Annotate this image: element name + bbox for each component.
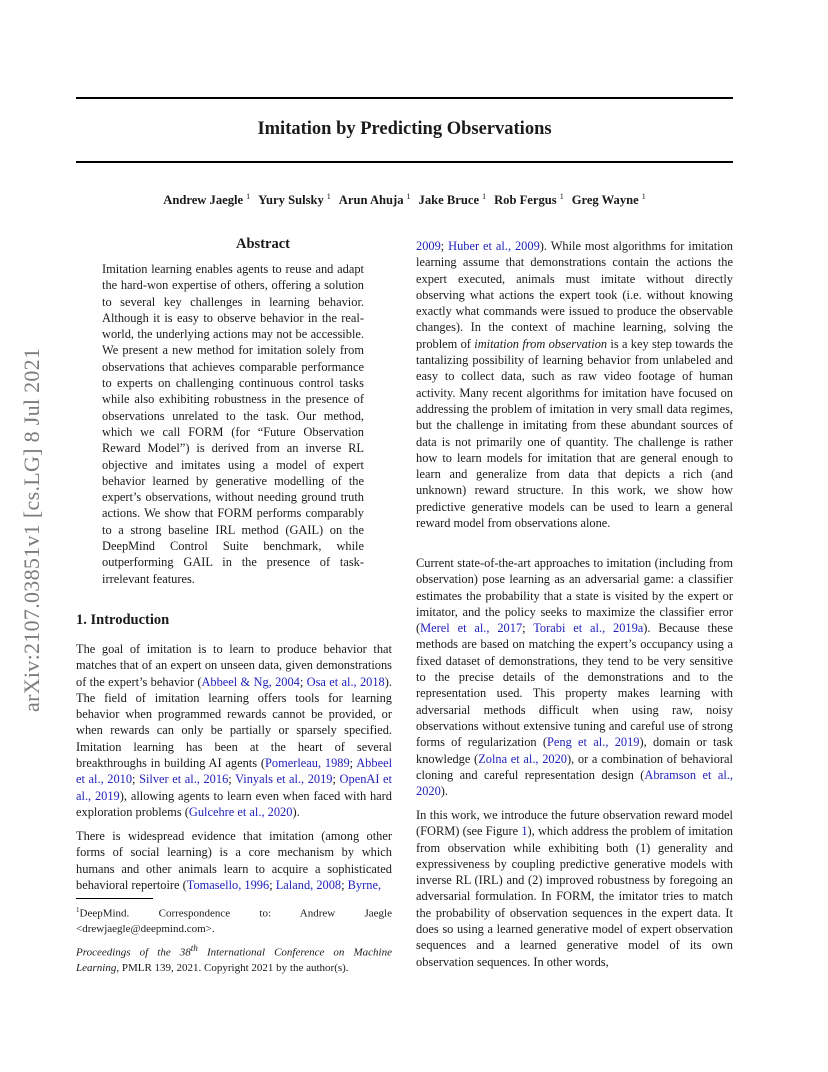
citation-link[interactable]: Abbeel & Ng, 2004 (201, 674, 300, 689)
citation-link[interactable]: 1 (521, 824, 528, 839)
proceedings-venue-prefix: Proceedings of the 38 (76, 946, 191, 959)
body-text: In this work, we introduce the future observation reward model (FORM) (see Figure (416, 808, 733, 839)
intro-paragraph-5 (416, 807, 733, 970)
author-name: Arun Ahuja (338, 193, 404, 207)
citation-link[interactable]: Laland, 2008 (275, 877, 342, 892)
author (339, 193, 411, 207)
author (419, 193, 487, 207)
title-top-rule (76, 97, 733, 99)
author-name: Yury Sulsky (258, 193, 324, 207)
proceedings-note (76, 941, 392, 977)
body-text: ). The field of imitation learning offers tools for learning behavior when programmed rewards cannot be provided, or when rewards can only be partially or sparsely specified. Imitation learning has been at the heart of several breakthroughs in building AI agents ( (76, 674, 392, 771)
body-text: Current state-of-the-art approaches to imitation (including from observation) pose learning as an adversarial game: a classifier estimates the probability that a state is visited by the expert or imitator, and the policy seeks to maximize the classifier error ( (416, 556, 733, 636)
author-affiliation-mark: 1 (406, 192, 411, 201)
body-text: ). (440, 784, 449, 799)
citation-link[interactable]: Silver et al., 2016 (139, 772, 229, 787)
citation-link[interactable]: Tomasello, 1996 (186, 877, 270, 892)
author-affiliation-mark: 1 (559, 192, 564, 201)
author-affiliation-mark: 1 (482, 192, 487, 201)
citation-link[interactable]: OpenAI et al., 2019 (76, 772, 392, 803)
body-text: ; (228, 772, 236, 787)
abstract-heading: Abstract (236, 236, 290, 252)
body-text: ), domain or task knowledge ( (416, 735, 733, 766)
intro-paragraph-2 (76, 828, 392, 893)
body-text: ; (349, 756, 357, 771)
body-text: ). While most algorithms for imitation learning assume that demonstrations contain the actions the expert executed, animals must imitate without directly observing what actions the expert took (i.e. without knowing exactly what commands were issued to produce the observable changes). In the context of machine learning, solving the problem of (416, 239, 733, 351)
body-text: ; (332, 772, 340, 787)
author (572, 193, 646, 207)
body-text: ), or a combination of behavioral cloning and careful representation design ( (416, 751, 734, 782)
body-text: ), which address the problem of imitation from observation while exhibiting both (1) generality and expressiveness by coupling predictive generative models with inverse RL (IRL) and (2) improved robustness by foregoing an adversarial formulation. In FORM, the imitator tries to match the probability of observation sequences in the expert data. It does so using a learned generative model of expert observation sequences and a learned generative model of its own observation sequences. In other words, (416, 824, 733, 969)
citation-link[interactable]: Abramson et al., 2020 (416, 767, 733, 799)
citation-link[interactable]: Vinyals et al., 2019 (235, 772, 333, 787)
citation-link[interactable]: Osa et al., 2018 (306, 674, 385, 689)
body-text: The goal of imitation is to learn to produce behavior that matches that of an expert on unseen data, given demonstrations of the expert’s behavior ( (76, 642, 392, 689)
citation-link[interactable]: Torabi et al., 2019a (533, 621, 644, 636)
author-name: Rob Fergus (494, 193, 557, 207)
author-name: Greg Wayne (571, 193, 639, 207)
footnote-rule (76, 898, 153, 899)
citation-link[interactable]: Zolna et al., 2020 (478, 751, 567, 766)
body-text: ), allowing agents to learn even when faced with hard exploration problems ( (76, 788, 392, 819)
body-text: There is widespread evidence that imitation (among other forms of social learning) is a core mechanism by which humans and other animals learn to acquire a sophisticated behavioral repertoire ( (76, 829, 392, 892)
author-affiliation-mark: 1 (326, 192, 331, 201)
citation-link[interactable]: Merel et al., 2017 (420, 621, 523, 636)
abstract-text: Imitation learning enables agents to reuse and adapt the hard-won expertise of others, offering a solution to several key challenges in learning behavior. Although it is easy to observe behavior in the real-world, the underlying actions may not be accessible. We present a new method for imitation solely from observations that achieves comparable performance to experts on challenging continuous control tasks while also exhibiting robustness in the presence of observations unrelated to the task. Our method, which we call FORM (for “Future Observation Reward Model”) is derived from an inverse RL objective and imitates using a model of expert behavior learned by generative modelling of the expert’s observations, without needing ground truth actions. We show that FORM performs comparably to a strong baseline IRL method (GAIL) on the DeepMind Control Suite benchmark, while outperforming GAIL in the presence of task-irrelevant features. (102, 262, 364, 586)
author (494, 193, 564, 207)
citation-link[interactable]: Huber et al., 2009 (448, 239, 540, 253)
author-name: Jake Bruce (418, 193, 480, 207)
citation-link[interactable]: 2009 (416, 239, 441, 253)
body-text: ; (440, 239, 449, 253)
footnote-mark: 1 (76, 906, 80, 914)
body-text: ). Because these methods are based on matching the expert’s occupancy using a fixed dataset of demonstrations, they tend to be very sensitive to the precise details of the demonstrations and to the representation used. This property makes learning with adversarial methods difficult when using raw, noisy observations without extensive tuning and careful use of strong forms of regularization ( (416, 621, 733, 750)
author (163, 193, 250, 207)
author-affiliation-mark: 1 (246, 192, 251, 201)
intro-paragraph-4 (416, 555, 733, 799)
arxiv-stamp[interactable]: arXiv:2107.03851v1 [cs.LG] 8 Jul 2021 (19, 347, 44, 713)
citation-link[interactable]: Byrne, (347, 877, 382, 892)
body-text: ; (299, 674, 307, 689)
author-name: Andrew Jaegle (163, 193, 244, 207)
citation-link[interactable]: Abbeel et al., 2010 (76, 756, 393, 787)
body-text: ). (292, 804, 300, 819)
citation-link[interactable]: Gulcehre et al., 2020 (188, 804, 293, 819)
intro-paragraph-1 (76, 641, 392, 820)
title-bottom-rule (76, 161, 733, 163)
author-affiliation-mark: 1 (641, 192, 646, 201)
intro-paragraph-3 (416, 238, 733, 531)
author (258, 193, 331, 207)
author-list (76, 192, 733, 208)
affiliation-footnote (76, 903, 392, 938)
emphasis-text: imitation from observation (474, 336, 608, 351)
body-text: ; (522, 621, 534, 636)
body-text: is a key step towards the tantalizing possibility of learning behavior from unlabeled and easy to collect data, such as raw video footage of human activity. Many recent algorithms for imitation have focused on addressing the problem of imitation in very small data regimes, but the challenge in imitating from these abundant sources of data is not primarily one of quantity. The challenge is rather how to learn models for imitation that are general enough to learn and generalize from data that depicts a rich (and unknown) reward structure. In this work, we show how predictive generative models can be used to learn a general reward model from observations alone. (416, 336, 733, 531)
proceedings-ordinal: th (190, 943, 198, 953)
proceedings-venue: International Conference on Machine Learning (76, 946, 392, 975)
body-text: ; (269, 877, 276, 892)
citation-link[interactable]: Peng et al., 2019 (547, 735, 640, 750)
section-heading-introduction: 1. Introduction (76, 612, 170, 628)
body-text: ; (132, 772, 140, 787)
footnote-text: DeepMind. Correspondence to: Andrew Jaegle <drewjaegle@deepmind.com>. (76, 907, 392, 936)
paper-title: Imitation by Predicting Observations (257, 119, 552, 139)
body-text: ; (341, 877, 348, 892)
citation-link[interactable]: Pomerleau, 1989 (265, 756, 350, 771)
proceedings-copyright: , PMLR 139, 2021. Copyright 2021 by the author(s). (116, 962, 349, 975)
